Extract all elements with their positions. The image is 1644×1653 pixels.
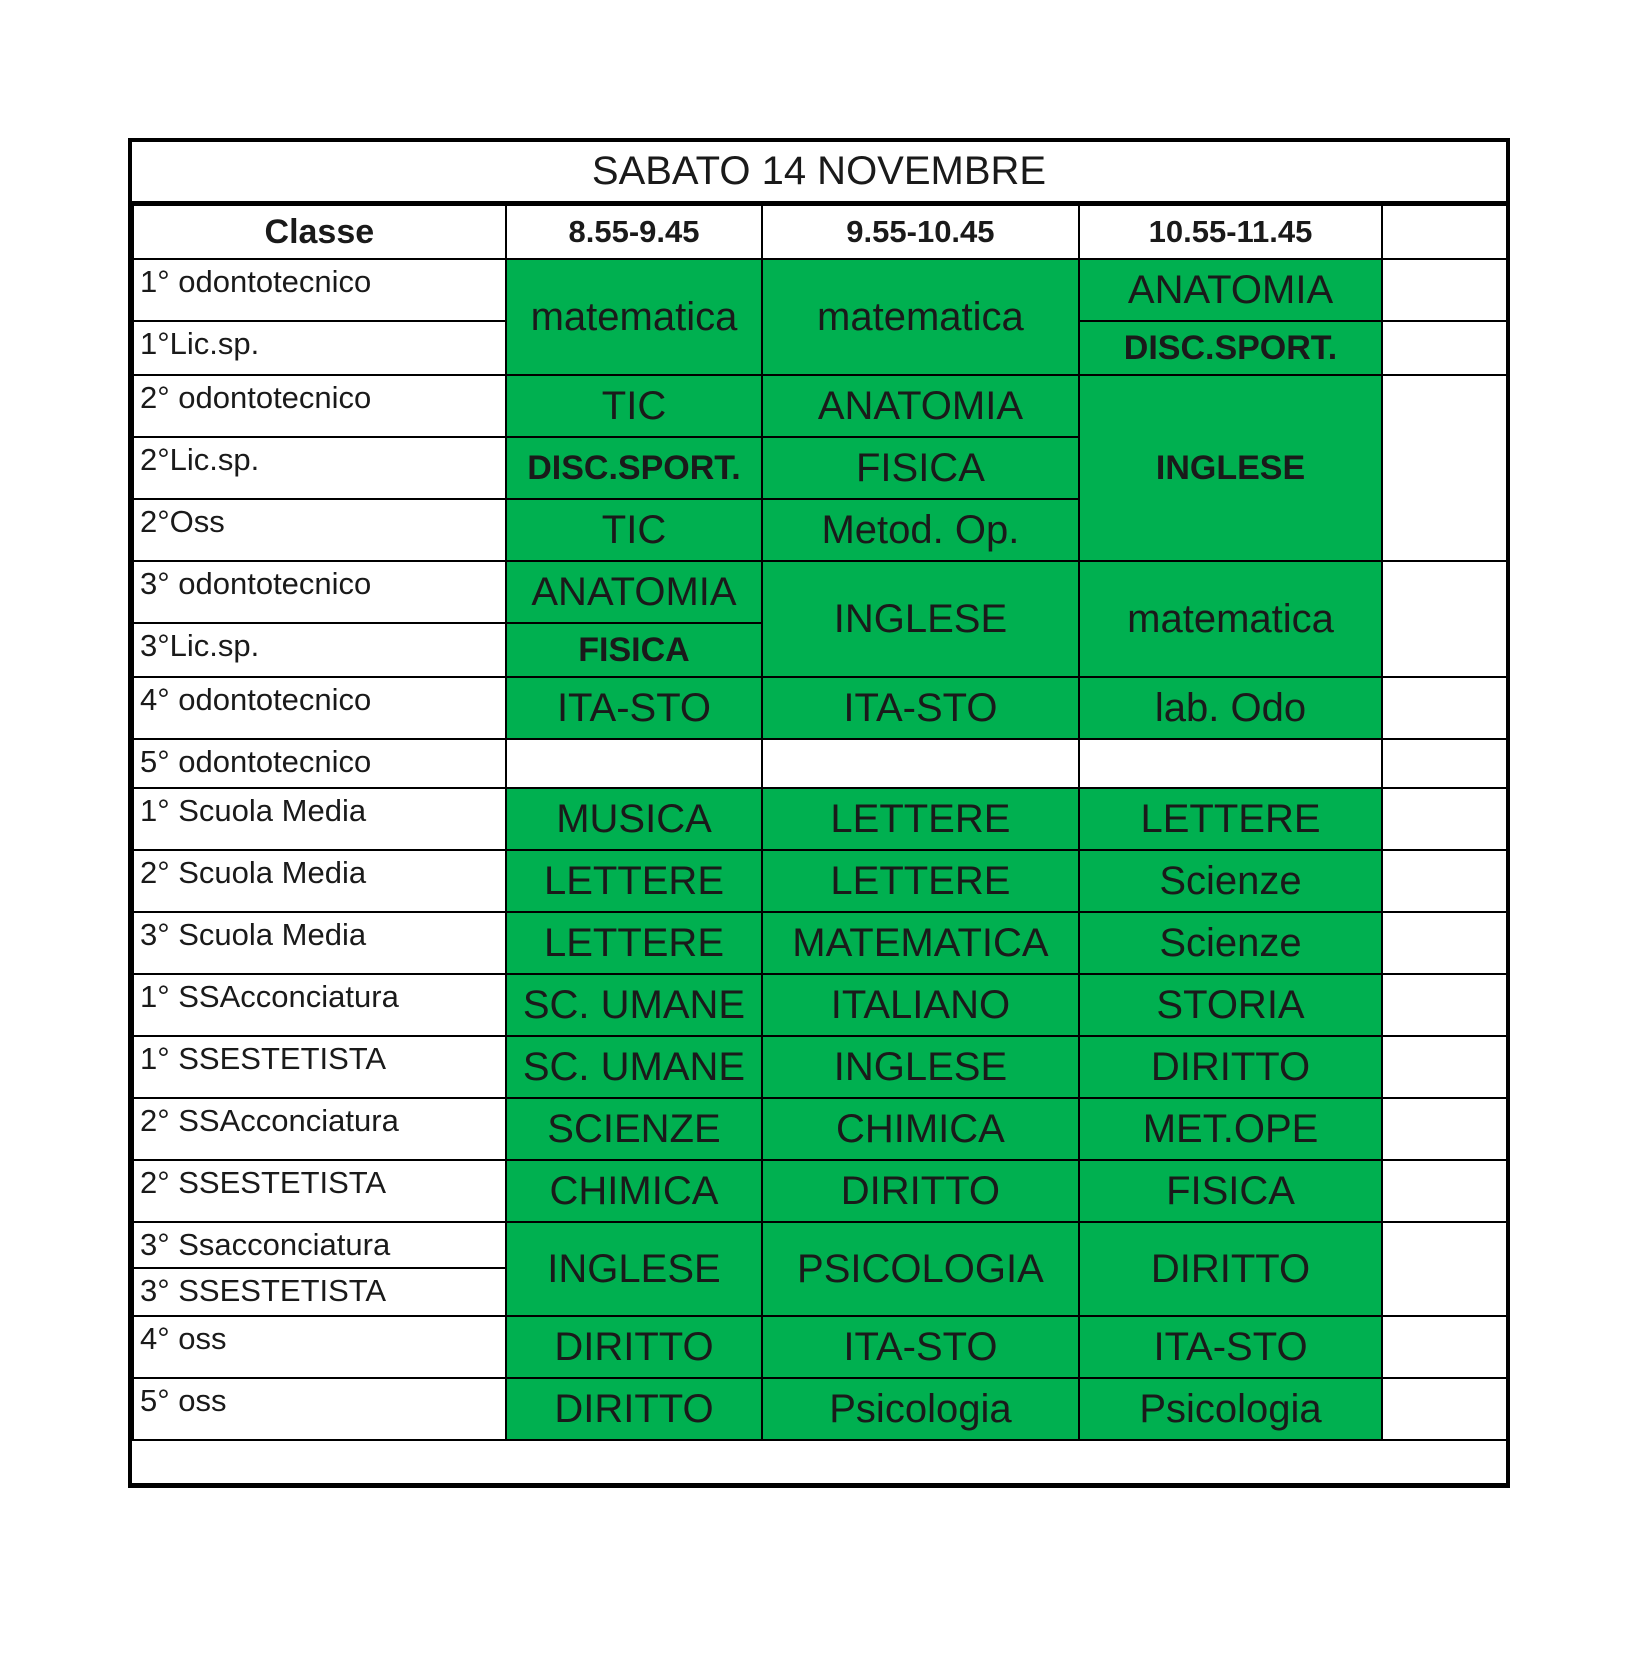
header-slot-3: 10.55-11.45 [1079, 205, 1383, 259]
table-row [133, 561, 1506, 623]
empty-cell [506, 739, 763, 788]
subject-cell: Metod. Op. [762, 499, 1078, 561]
subject-cell: SC. UMANE [506, 974, 763, 1036]
subject-cell: LETTERE [1079, 788, 1383, 850]
schedule-sheet [128, 138, 1510, 1488]
table-row [133, 259, 1506, 321]
subject-cell: LETTERE [762, 850, 1078, 912]
subject-cell: FISICA [1079, 1160, 1383, 1222]
subject-cell: DISC.SPORT. [506, 437, 763, 499]
blank-cell [1382, 1098, 1506, 1160]
subject-cell: ITALIANO [762, 974, 1078, 1036]
subject-cell: PSICOLOGIA [762, 1222, 1078, 1316]
subject-cell: TIC [506, 375, 763, 437]
table-row [133, 1378, 1506, 1440]
blank-cell [1382, 912, 1506, 974]
header-slot-2: 9.55-10.45 [762, 205, 1078, 259]
table-row [133, 788, 1506, 850]
header-slot-1: 8.55-9.45 [506, 205, 763, 259]
class-label: 2°Oss [133, 499, 506, 561]
table-row [133, 1222, 1506, 1268]
class-label: 1°Lic.sp. [133, 321, 506, 375]
class-label: 3° Ssacconciatura [133, 1222, 506, 1268]
blank-cell [1382, 561, 1506, 677]
subject-cell: CHIMICA [762, 1098, 1078, 1160]
subject-cell: TIC [506, 499, 763, 561]
page-title: SABATO 14 NOVEMBRE [132, 142, 1506, 204]
table-row [133, 912, 1506, 974]
subject-cell: INGLESE [762, 561, 1078, 677]
table-row [133, 1036, 1506, 1098]
table-row [133, 1316, 1506, 1378]
blank-cell [1382, 677, 1506, 739]
blank-cell [1382, 321, 1506, 375]
subject-cell: ITA-STO [762, 677, 1078, 739]
subject-cell: Psicologia [762, 1378, 1078, 1440]
class-label: 1° SSESTETISTA [133, 1036, 506, 1098]
subject-cell: MUSICA [506, 788, 763, 850]
class-label: 1° odontotecnico [133, 259, 506, 321]
subject-cell: DIRITTO [506, 1316, 763, 1378]
class-label: 3°Lic.sp. [133, 623, 506, 677]
class-label: 2° odontotecnico [133, 375, 506, 437]
subject-cell: ANATOMIA [506, 561, 763, 623]
schedule-table [132, 204, 1506, 1441]
subject-cell: INGLESE [506, 1222, 763, 1316]
class-label: 1° Scuola Media [133, 788, 506, 850]
class-label: 5° odontotecnico [133, 739, 506, 788]
blank-cell [1382, 259, 1506, 321]
subject-cell: Scienze [1079, 912, 1383, 974]
class-label: 2° SSAcconciatura [133, 1098, 506, 1160]
blank-cell [1382, 739, 1506, 788]
subject-cell: matematica [762, 259, 1078, 375]
class-label: 3° Scuola Media [133, 912, 506, 974]
empty-cell [1079, 739, 1383, 788]
subject-cell: matematica [506, 259, 763, 375]
blank-cell [1382, 1222, 1506, 1316]
subject-cell: SCIENZE [506, 1098, 763, 1160]
subject-cell: ITA-STO [1079, 1316, 1383, 1378]
subject-cell: DIRITTO [1079, 1036, 1383, 1098]
blank-cell [1382, 375, 1506, 561]
blank-cell [1382, 974, 1506, 1036]
class-label: 5° oss [133, 1378, 506, 1440]
table-row [133, 375, 1506, 437]
subject-cell: LETTERE [506, 850, 763, 912]
blank-cell [1382, 1316, 1506, 1378]
class-label: 1° SSAcconciatura [133, 974, 506, 1036]
subject-cell: STORIA [1079, 974, 1383, 1036]
table-row [133, 1098, 1506, 1160]
subject-cell: DIRITTO [1079, 1222, 1383, 1316]
subject-cell: FISICA [506, 623, 763, 677]
subject-cell: matematica [1079, 561, 1383, 677]
blank-cell [1382, 850, 1506, 912]
blank-cell [1382, 1160, 1506, 1222]
subject-cell: MET.OPE [1079, 1098, 1383, 1160]
subject-cell: Scienze [1079, 850, 1383, 912]
class-label: 2°Lic.sp. [133, 437, 506, 499]
subject-cell: ANATOMIA [1079, 259, 1383, 321]
subject-cell: ANATOMIA [762, 375, 1078, 437]
subject-cell: INGLESE [762, 1036, 1078, 1098]
subject-cell: ITA-STO [762, 1316, 1078, 1378]
header-row [133, 205, 1506, 259]
class-label: 4° odontotecnico [133, 677, 506, 739]
table-row [133, 739, 1506, 788]
class-label: 3° SSESTETISTA [133, 1268, 506, 1316]
class-label: 2° Scuola Media [133, 850, 506, 912]
table-row [133, 974, 1506, 1036]
blank-cell [1382, 1036, 1506, 1098]
table-row [133, 677, 1506, 739]
table-row [133, 1160, 1506, 1222]
table-row [133, 850, 1506, 912]
subject-cell: CHIMICA [506, 1160, 763, 1222]
subject-cell: MATEMATICA [762, 912, 1078, 974]
class-label: 3° odontotecnico [133, 561, 506, 623]
blank-cell [1382, 1378, 1506, 1440]
subject-cell: lab. Odo [1079, 677, 1383, 739]
subject-cell: INGLESE [1079, 375, 1383, 561]
subject-cell: DIRITTO [762, 1160, 1078, 1222]
blank-cell [1382, 788, 1506, 850]
class-label: 2° SSESTETISTA [133, 1160, 506, 1222]
header-blank [1382, 205, 1506, 259]
empty-cell [762, 739, 1078, 788]
subject-cell: SC. UMANE [506, 1036, 763, 1098]
subject-cell: DIRITTO [506, 1378, 763, 1440]
subject-cell: Psicologia [1079, 1378, 1383, 1440]
subject-cell: ITA-STO [506, 677, 763, 739]
subject-cell: DISC.SPORT. [1079, 321, 1383, 375]
header-classe: Classe [133, 205, 506, 259]
subject-cell: FISICA [762, 437, 1078, 499]
subject-cell: LETTERE [762, 788, 1078, 850]
class-label: 4° oss [133, 1316, 506, 1378]
subject-cell: LETTERE [506, 912, 763, 974]
